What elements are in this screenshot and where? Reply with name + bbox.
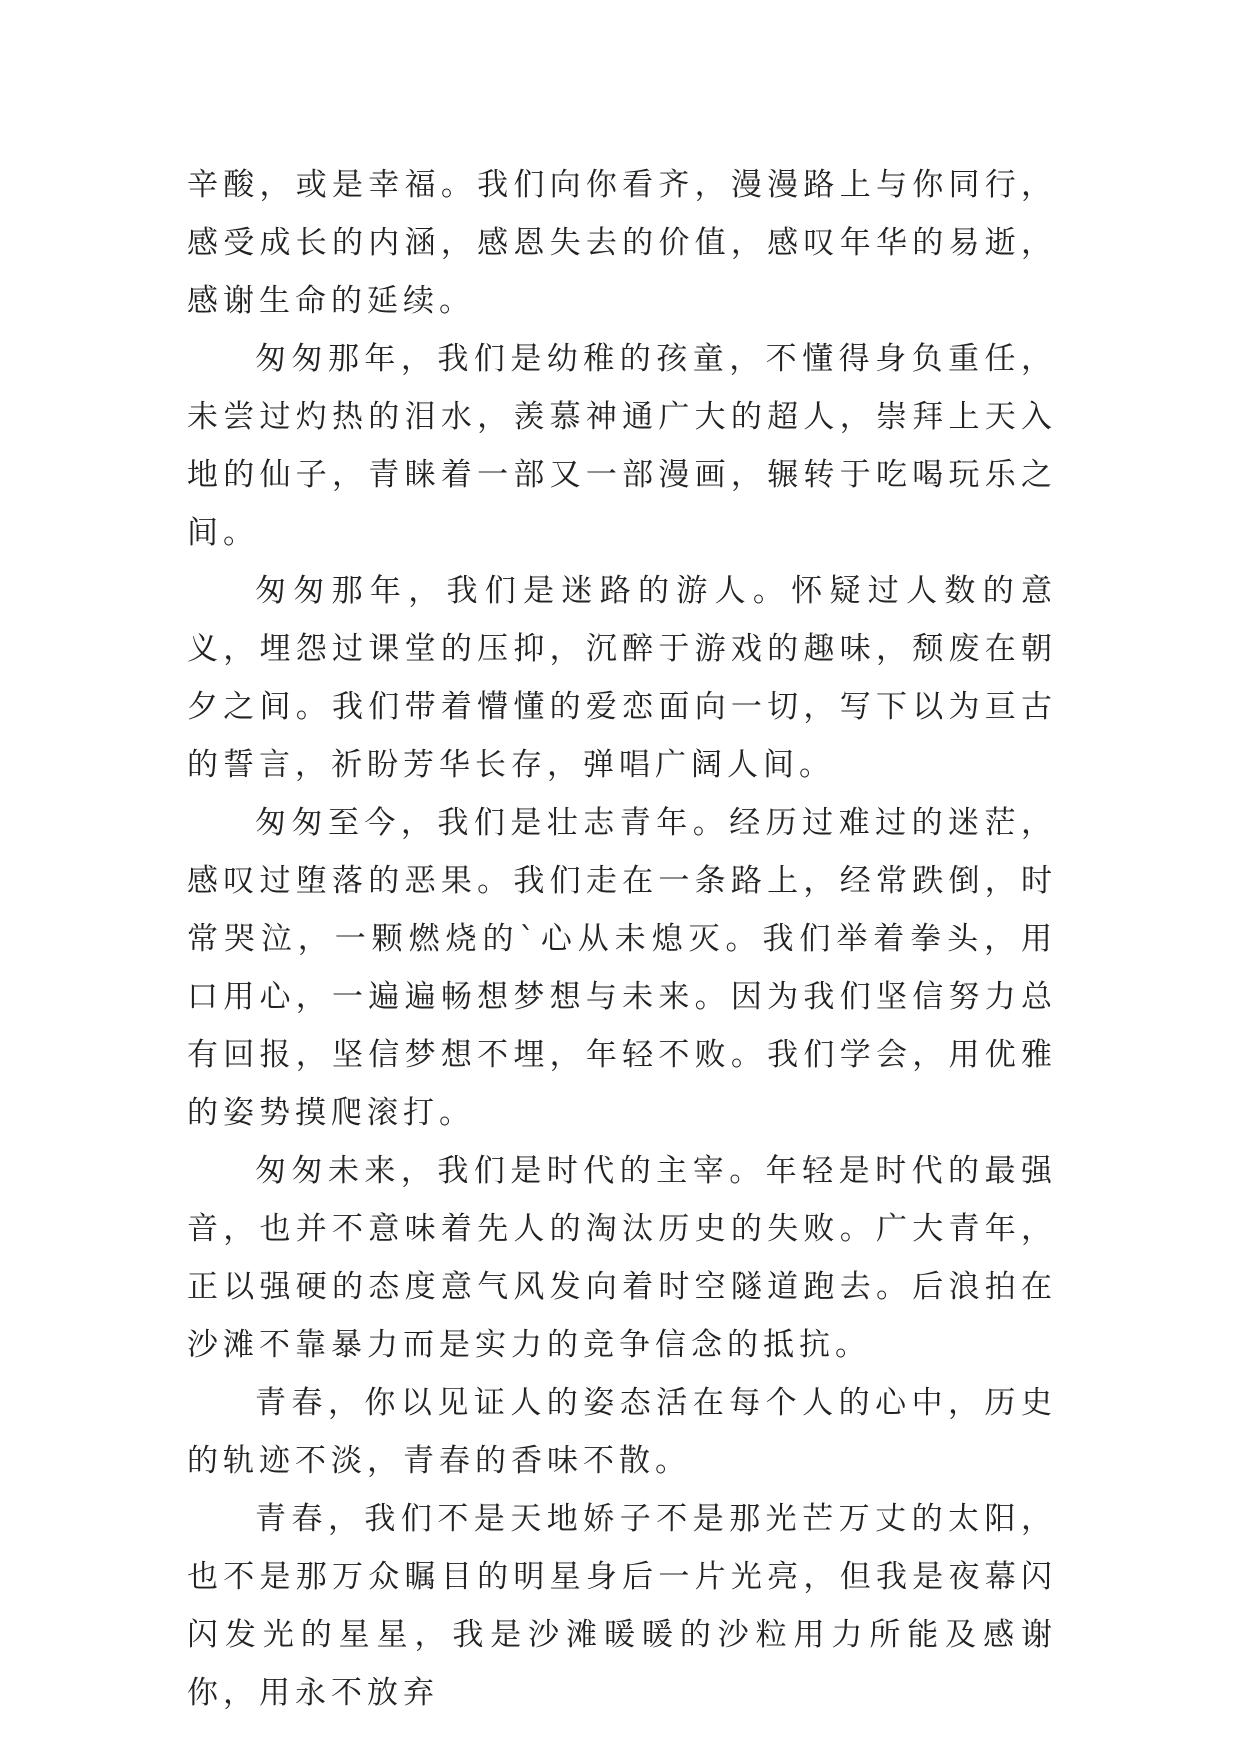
paragraph-2: 匆匆那年，我们是幼稚的孩童，不懂得身负重任，未尝过灼热的泪水，羡慕神通广大的超人，崇拜上天入地的仙子，青睐着一部又一部漫画，辗转于吃喝玩乐之间。	[187, 341, 1057, 551]
paragraph-4: 匆匆至今，我们是壮志青年。经历过难过的迷茫，感叹过堕落的恶果。我们走在一条路上，经常跌倒，时常哭泣，一颗燃烧的`心从未熄灭。我们举着拳头，用口用心，一遍遍畅想梦想与未来。因为我们坚信努力总有回报，坚信梦想不埋，年轻不败。我们学会，用优雅的姿势摸爬滚打。	[187, 805, 1057, 1131]
body-text	[187, 156, 1057, 1722]
paragraph-3: 匆匆那年，我们是迷路的游人。怀疑过人数的意义，埋怨过课堂的压抑，沉醉于游戏的趣味，颓废在朝夕之间。我们带着懵懂的爱恋面向一切，写下以为亘古的誓言，祈盼芳华长存，弹唱广阔人间。	[187, 573, 1057, 783]
paragraph-7: 青春，我们不是天地娇子不是那光芒万丈的太阳，也不是那万众瞩目的明星身后一片光亮，但我是夜幕闪闪发光的星星，我是沙滩暖暖的沙粒用力所能及感谢你，用永不放弃	[187, 1501, 1057, 1711]
paragraph-5: 匆匆未来，我们是时代的主宰。年轻是时代的最强音，也并不意味着先人的淘汰历史的失败。广大青年，正以强硬的态度意气风发向着时空隧道跑去。后浪拍在沙滩不靠暴力而是实力的竞争信念的抵抗。	[187, 1153, 1057, 1363]
paragraph-1: 辛酸，或是幸福。我们向你看齐，漫漫路上与你同行，感受成长的内涵，感恩失去的价值，感叹年华的易逝，感谢生命的延续。	[187, 167, 1057, 319]
paragraph-6: 青春，你以见证人的姿态活在每个人的心中，历史的轨迹不淡，青春的香味不散。	[187, 1385, 1057, 1479]
